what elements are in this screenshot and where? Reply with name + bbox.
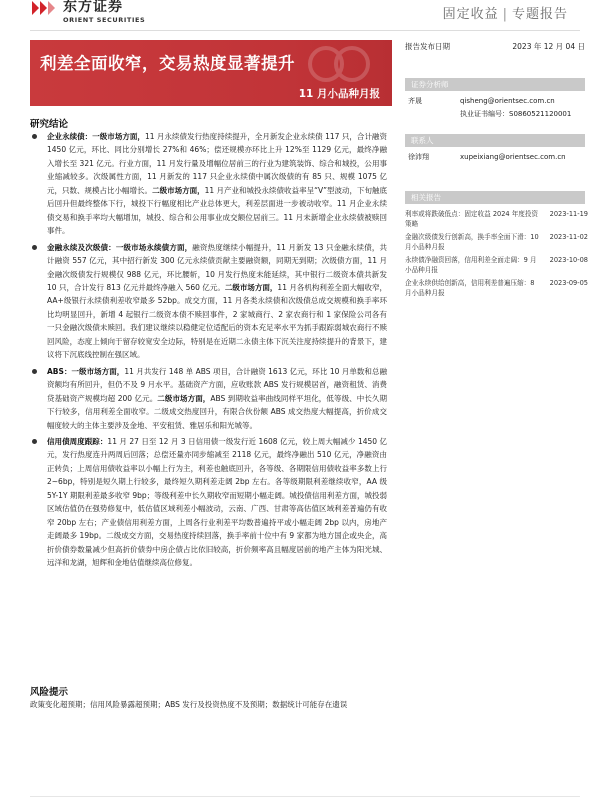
report-title: 利差全面收窄，交易热度显著提升 — [40, 54, 295, 73]
bullet-subhead: 二级市场方面， — [152, 185, 205, 195]
bullet-subhead: 一级市场方面， — [92, 132, 145, 141]
related-report-date: 2023-09-05 — [549, 279, 588, 287]
risk-text: 政策变化超预期；信用风险暴露超预期；ABS 发行及投资热度不及预期；数据统计可能存在遗误 — [30, 700, 348, 709]
summary-bullet-abs — [30, 365, 387, 432]
header-divider — [30, 30, 580, 31]
report-kind-label: 专题报告 — [511, 7, 568, 22]
summary-bullets — [30, 130, 387, 573]
related-report-item[interactable] — [405, 278, 588, 298]
bullet-text: 11 月 27 日至 12 月 3 日信用债一级发行近 1608 亿元，较上周大幅减少 1450 亿元，发行热度连升两周后回落；总偿还量亦同步缩减至 2118 亿元，最终净融出 510 亿元，净融资由正转负；上周信用债收益率以小幅上行为主，利差也触底回升，各等级、各期限信用债收益率多数上行 2~6bp，特别是短久期上行较多，最终短久期利差走阔 2bp 左右。各等级期限利差继续收窄，AA 级 5Y-1Y 期限利差最多收窄 9bp；等级利差中长久期收窄而短期小幅走阔。城投债信用利差方面，城投弱区域估值仍在强势修复中，低估值区域利差小幅波动，云南、广西、甘肃等高估值区域利差普遍仍有收窄 20bp 左右；产业债信用利差方面，上周各行业利差平均数普遍持平或小幅走阔 2bp 以内，房地产走阔最多 19bp。二级成交方面，交易热度持续回落，换手率前十位中有 9 家都为地方国企或央企，高折价债券数量减少但高折价债券中房企债占比依旧较高，折价频率高且幅度居前的地产主体为阳光城、远洋和龙湖，旭辉和金地估值继续高位修复。 — [47, 436, 387, 568]
bullet-lead: 信用债周度跟踪： — [47, 436, 108, 446]
related-section-header: 相关报告 — [405, 191, 585, 204]
brand-name-cn: 东方证券 — [63, 0, 123, 15]
summary-bullet-perpetual — [30, 130, 387, 238]
related-report-title[interactable]: 永续债净融资回落，信用利差全面走阔：9 月小品种月报 — [405, 256, 537, 274]
analyst-name: 齐晟 — [408, 97, 422, 105]
summary-bullet-credit — [30, 435, 387, 570]
summary-heading: 研究结论 — [30, 119, 69, 130]
related-report-item[interactable] — [405, 209, 588, 229]
related-report-title[interactable]: 金融次级债发行创新高，换手率全面下滑：10 月小品种月报 — [405, 233, 539, 251]
related-reports-list — [405, 209, 588, 301]
bullet-subhead: 二级市场方面， — [157, 393, 211, 403]
analyst-email[interactable]: qisheng@orientsec.com.cn — [460, 97, 555, 105]
contact-name: 徐沛翔 — [408, 153, 429, 161]
title-banner — [30, 40, 392, 106]
related-report-item[interactable] — [405, 232, 588, 252]
bullet-lead: ABS： — [47, 366, 72, 376]
bullet-text: 11 月共发行 148 单 ABS 项目，合计融资 1613 亿元，环比 10 月单数和总融资额均有所回升，但仍不及 9 月水平。基础资产方面，应收账款 ABS 发行规模居首，融资租赁、消费贷基础资产规模均超 200 亿元。 — [47, 366, 387, 403]
summary-bullet-financial — [30, 241, 387, 362]
bullet-lead: 企业永续债： — [47, 132, 93, 141]
report-type-label: 固定收益 — [442, 7, 499, 22]
bullet-lead: 金融永续及次级债： — [47, 242, 116, 252]
contact-card — [408, 151, 588, 165]
analyst-card — [408, 95, 588, 125]
bullet-text: 11 月永续债发行热度持续提升，全月新发企业永续债 117 只，合计融资 1450 亿元，环比、同比分别增长 27%和 46%；偿还规模亦环比上升 12%至 1129 亿元，最终净融入增长至 321 亿元。行业方面，11 月发行量及增幅位居前三的行业为建筑装饰、综合和城投，公用事业缩减较多。次级属性方面，11 月新发的 117 只企业永续债中属次级债的有 85 只、规模 1075 亿元，只数、规模占比小幅增长。 — [47, 132, 388, 195]
publish-date-row — [405, 41, 585, 52]
brand-name-en: ORIENT SECURITIES — [63, 16, 146, 24]
bullet-subhead: 一级市场永续债方面， — [115, 242, 193, 252]
related-report-item[interactable] — [405, 255, 588, 275]
bullet-text: 11 月产业和城投永续债收益率呈“V”型波动，下旬触底后回升但最终整体下行，城投下行幅度相比产业总体更大，利差层面进一步被动收窄。11 月企业永续债交易和换手率均大幅增加，城投、综合和公用事业成交额位居前三。11 月未新增企业永续债被赎回事件。 — [47, 185, 388, 236]
risk-heading: 风险提示 — [30, 687, 69, 698]
publish-date-value: 2023 年 12 月 04 日 — [512, 42, 585, 51]
bullet-text: 11 月各机构利差全面大幅收窄，AA+级银行永续债利差收窄最多 52bp。成交方面，11 月各类永续债和次级债总成交规模和换手率环比均明显回升，新增 4 起银行二级资本债不赎回事件，2 家城商行、2 家农商行和 1 家保险公司各有一只金融次级债未赎回。我们建议继续以稳健定位适配后的资本充足率水平为抓手跟踪弱城农商行不赎回风险，态度上倾向于留存较宽安全边际，特别是在近期二永债主体下沉关注度持续提升的背景下，建议将下沉底线控制在强区域。 — [47, 282, 387, 360]
contact-section-header: 联系人 — [405, 134, 585, 147]
banner-watermark-icon — [304, 44, 374, 84]
bullet-text: ABS 到期收益率曲线同样平坦化，低等级、中长久期下行较多，信用利差全面收窄。二级成交热度回升，有限合伙份额 ABS 成交热度大幅提高，折价成交幅度较大的主体主要涉及金地、平安租赁、雅居乐和阳光城等。 — [47, 393, 387, 430]
orient-logo-icon — [30, 0, 58, 16]
report-category: 固定收益 | 专题报告 — [442, 7, 568, 22]
report-subtitle: 11 月小品种月报 — [298, 88, 380, 100]
related-report-title[interactable]: 企业永续供给创新高，信用利差普遍压缩：8 月小品种月报 — [405, 279, 535, 297]
related-report-date: 2023-11-02 — [549, 233, 588, 241]
analyst-section-header: 证券分析师 — [405, 78, 585, 91]
related-report-date: 2023-11-19 — [549, 210, 588, 218]
related-report-date: 2023-10-08 — [549, 256, 588, 264]
bullet-subhead: 二级市场方面， — [224, 282, 278, 292]
bullet-subhead: 一级市场方面， — [71, 366, 125, 376]
brand-logo — [30, 0, 170, 22]
contact-email[interactable]: xupeixiang@orientsec.com.cn — [460, 153, 566, 161]
related-report-title[interactable]: 利率或将跌破低点：固定收益 2024 年度投资策略 — [405, 210, 539, 228]
bullet-text: 融资热度继续小幅提升，11 月新发 13 只金融永续债，共计融资 557 亿元，其中招行新发 300 亿元永续债贡献主要融资额，同期无到期；次级债方面，11 月金融次级债发行规模仅 988 亿元，环比腰斩，10 月发行热度未能延续，其中银行二级资本债共新发 10 只，合计发行 813 亿元并最终净融入 560 亿元。 — [47, 242, 387, 292]
analyst-license: 执业证书编号：S0860521120001 — [460, 110, 572, 118]
footer-divider — [30, 796, 580, 797]
publish-date-label: 报告发布日期 — [405, 42, 450, 51]
